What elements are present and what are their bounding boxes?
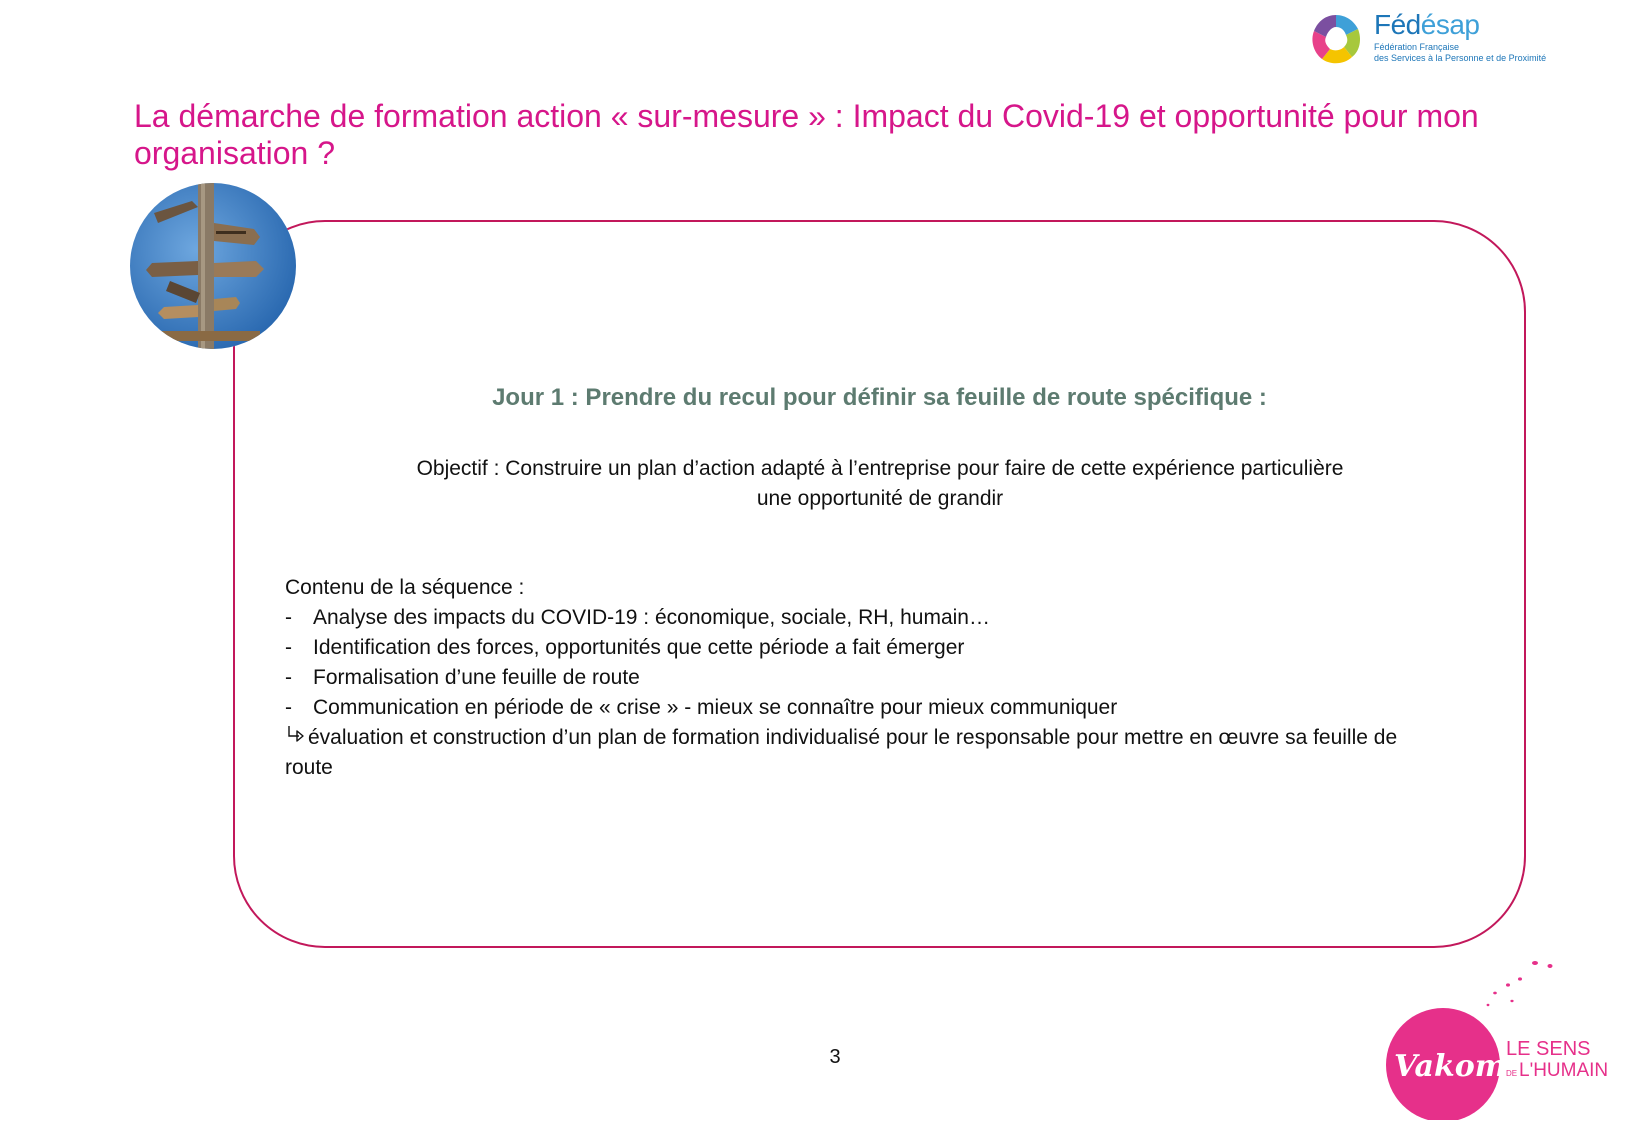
fedesap-logo — [1308, 8, 1554, 70]
page-title: La démarche de formation action « sur-mesure » : Impact du Covid-19 et opportunité pour mon organisation ? — [134, 98, 1479, 171]
bullet-dash: - — [285, 666, 292, 689]
list-item-text: Formalisation d’une feuille de route — [313, 666, 640, 689]
vakom-tagline-2: L'HUMAIN — [1519, 1060, 1609, 1081]
list-item-text: Analyse des impacts du COVID-19 : économique, sociale, RH, humain… — [313, 606, 990, 629]
objective-line-1: Objectif : Construire un plan d’action adapté à l’entreprise pour faire de cette expérience particulière — [416, 457, 1344, 480]
content-label: Contenu de la séquence : — [285, 576, 525, 599]
fedesap-logo-mark-icon — [1308, 11, 1364, 67]
vakom-logo-icon — [1380, 955, 1620, 1120]
fedesap-name — [1374, 10, 1479, 40]
bullet-dash: - — [285, 606, 292, 629]
signpost-photo — [130, 183, 296, 349]
list-item — [285, 603, 1435, 633]
bullet-dash: - — [285, 636, 292, 659]
signpost-icon — [130, 183, 296, 349]
fedesap-subtitle — [1374, 42, 1546, 64]
fedesap-subtitle-line2: des Services à la Personne et de Proximité — [1374, 53, 1547, 63]
vakom-logo — [1380, 955, 1620, 1120]
conclusion — [285, 723, 1435, 783]
bullet-dash: - — [285, 696, 292, 719]
page-number: 3 — [829, 1046, 841, 1068]
fedesap-name-main: Féd — [1374, 9, 1421, 40]
list-item — [285, 693, 1435, 723]
content-block — [285, 573, 1435, 783]
day-heading: Jour 1 : Prendre du recul pour définir sa feuille de route spécifique : — [492, 384, 1267, 411]
list-item — [285, 663, 1435, 693]
vakom-tagline-de: DE — [1506, 1069, 1518, 1078]
vakom-brand-text: Vakom — [1394, 1049, 1507, 1084]
objective — [340, 454, 1420, 514]
objective-line-2: une opportunité de grandir — [756, 487, 1004, 510]
list-item-text: Identification des forces, opportunités que cette période a fait émerger — [313, 636, 965, 659]
fedesap-name-accent: ésap — [1420, 9, 1480, 40]
content-list — [285, 603, 1435, 723]
arrow-turn-right-icon — [285, 724, 307, 746]
list-item-text: Communication en période de « crise » - mieux se connaître pour mieux communiquer — [313, 696, 1118, 719]
vakom-tagline-1: LE SENS — [1506, 1038, 1591, 1060]
fedesap-subtitle-line1: Fédération Française — [1374, 42, 1460, 52]
list-item — [285, 633, 1435, 663]
conclusion-text: évaluation et construction d’un plan de formation individualisé pour le responsable pour mettre en œuvre sa feuille de route — [285, 726, 1398, 779]
